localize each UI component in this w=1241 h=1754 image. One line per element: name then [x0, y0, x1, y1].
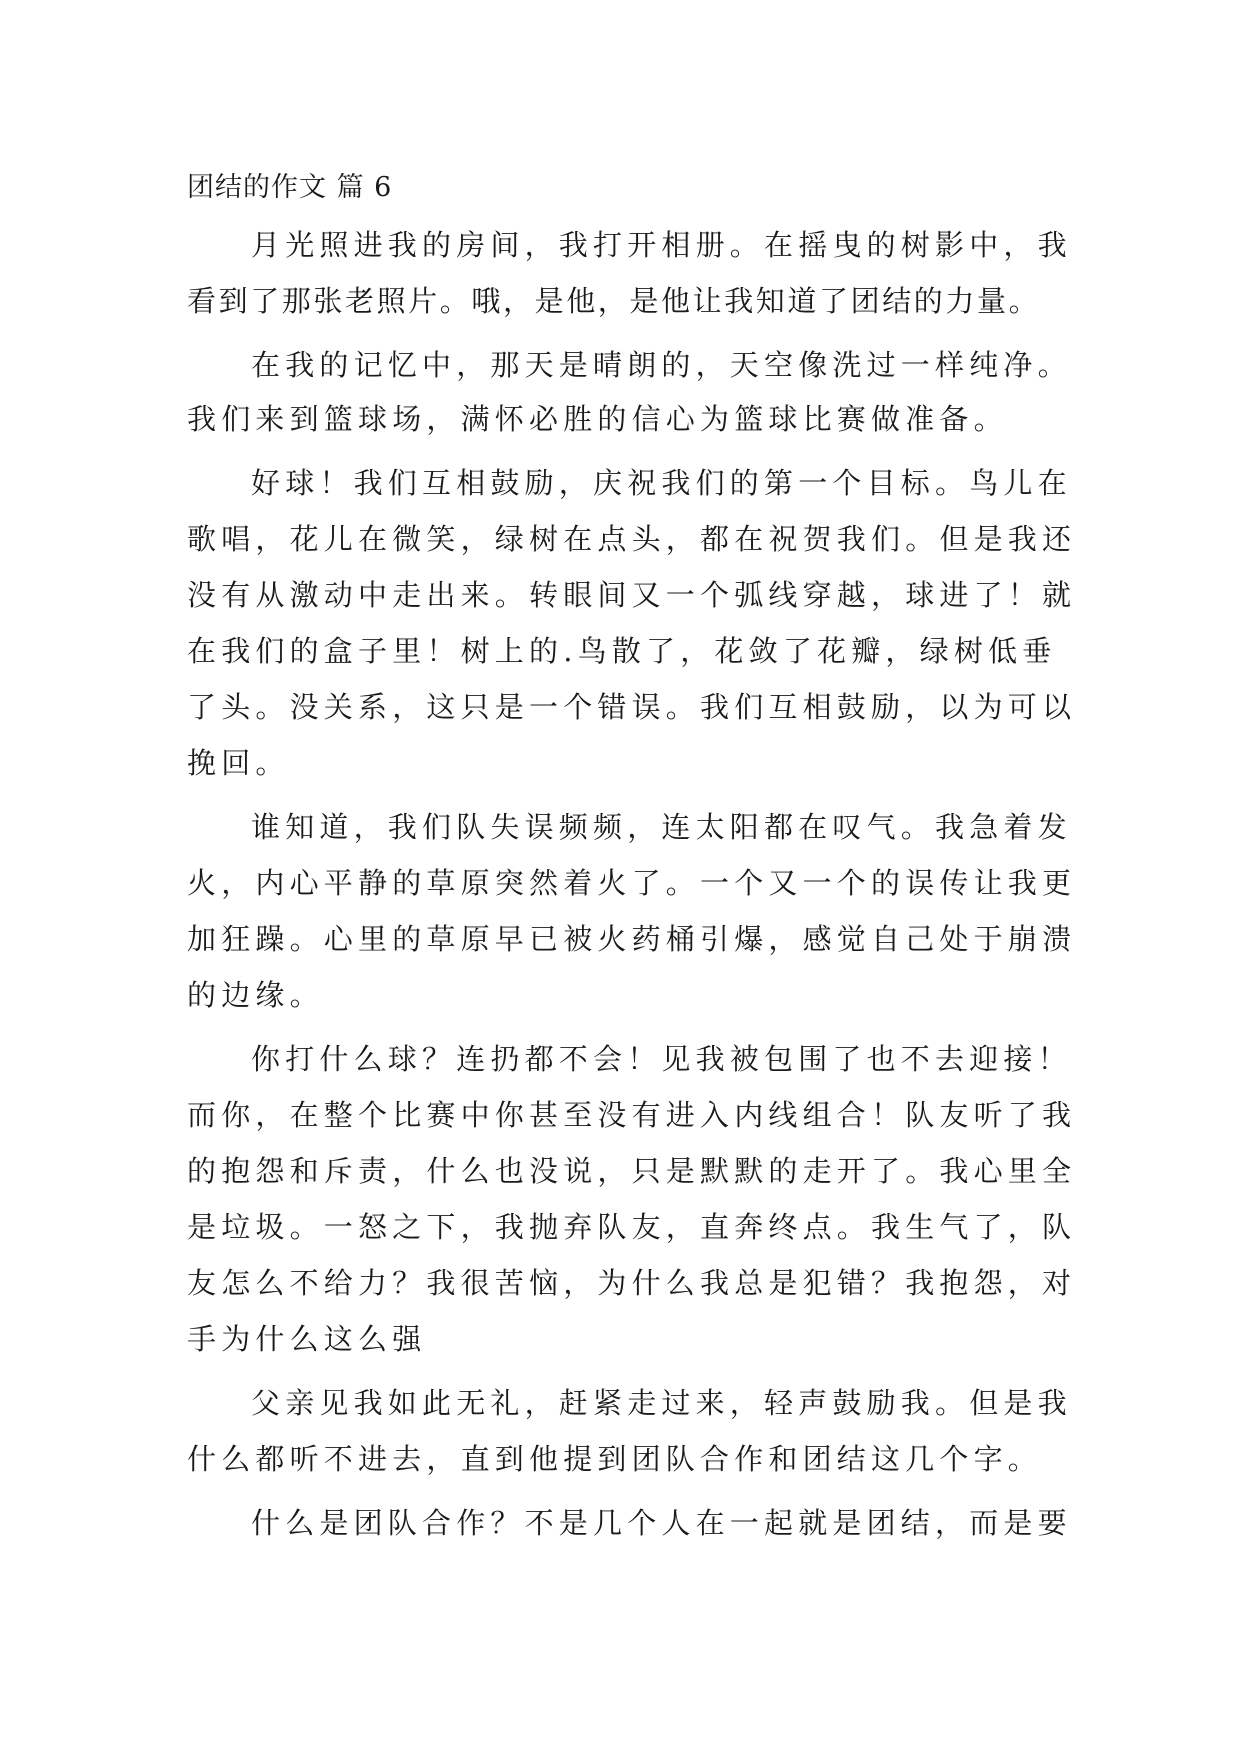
text-line: 看到了那张老照片。哦，是他，是他让我知道了团结的力量。 [187, 284, 1041, 318]
text-line: 在我的记忆中，那天是晴朗的，天空像洗过一样纯净。 [251, 348, 1072, 382]
text-line: 什么是团队合作？不是几个人在一起就是团结，而是要 [251, 1506, 1072, 1540]
text-line: 没有从激动中走出来。转眼间又一个弧线穿越，球进了！就 [187, 578, 1077, 612]
text-line: 火，内心平静的草原突然着火了。一个又一个的误传让我更 [187, 866, 1077, 900]
text-line: 了头。没关系，这只是一个错误。我们互相鼓励，以为可以 [187, 690, 1077, 724]
text-line: 加狂躁。心里的草原早已被火药桶引爆，感觉自己处于崩溃 [187, 922, 1077, 956]
text-line: 挽回。 [187, 746, 290, 780]
text-line: 手为什么这么强 [187, 1322, 427, 1356]
text-line: 的抱怨和斥责，什么也没说，只是默默的走开了。我心里全 [187, 1154, 1077, 1188]
text-line: 谁知道，我们队失误频频，连太阳都在叹气。我急着发 [251, 810, 1072, 844]
text-line: 什么都听不进去，直到他提到团队合作和团结这几个字。 [187, 1442, 1043, 1476]
text-line: 而你，在整个比赛中你甚至没有进入内线组合！队友听了我 [187, 1098, 1077, 1132]
text-line: 父亲见我如此无礼，赶紧走过来，轻声鼓励我。但是我 [251, 1386, 1072, 1420]
document-title: 团结的作文 篇 6 [187, 172, 393, 203]
text-line: 歌唱，花儿在微笑，绿树在点头，都在祝贺我们。但是我还 [187, 522, 1077, 556]
text-line: 好球！我们互相鼓励，庆祝我们的第一个目标。鸟儿在 [251, 466, 1072, 500]
text-line: 的边缘。 [187, 978, 324, 1012]
text-line: 友怎么不给力？我很苦恼，为什么我总是犯错？我抱怨，对 [187, 1266, 1077, 1300]
text-line: 我们来到篮球场，满怀必胜的信心为篮球比赛做准备。 [187, 402, 1008, 436]
text-line: 在我们的盒子里！树上的.鸟散了，花敛了花瓣，绿树低垂 [187, 634, 1057, 668]
text-line: 你打什么球？连扔都不会！见我被包围了也不去迎接！ [251, 1042, 1072, 1076]
text-line: 月光照进我的房间，我打开相册。在摇曳的树影中，我 [251, 228, 1072, 262]
text-line: 是垃圾。一怒之下，我抛弃队友，直奔终点。我生气了，队 [187, 1210, 1077, 1244]
